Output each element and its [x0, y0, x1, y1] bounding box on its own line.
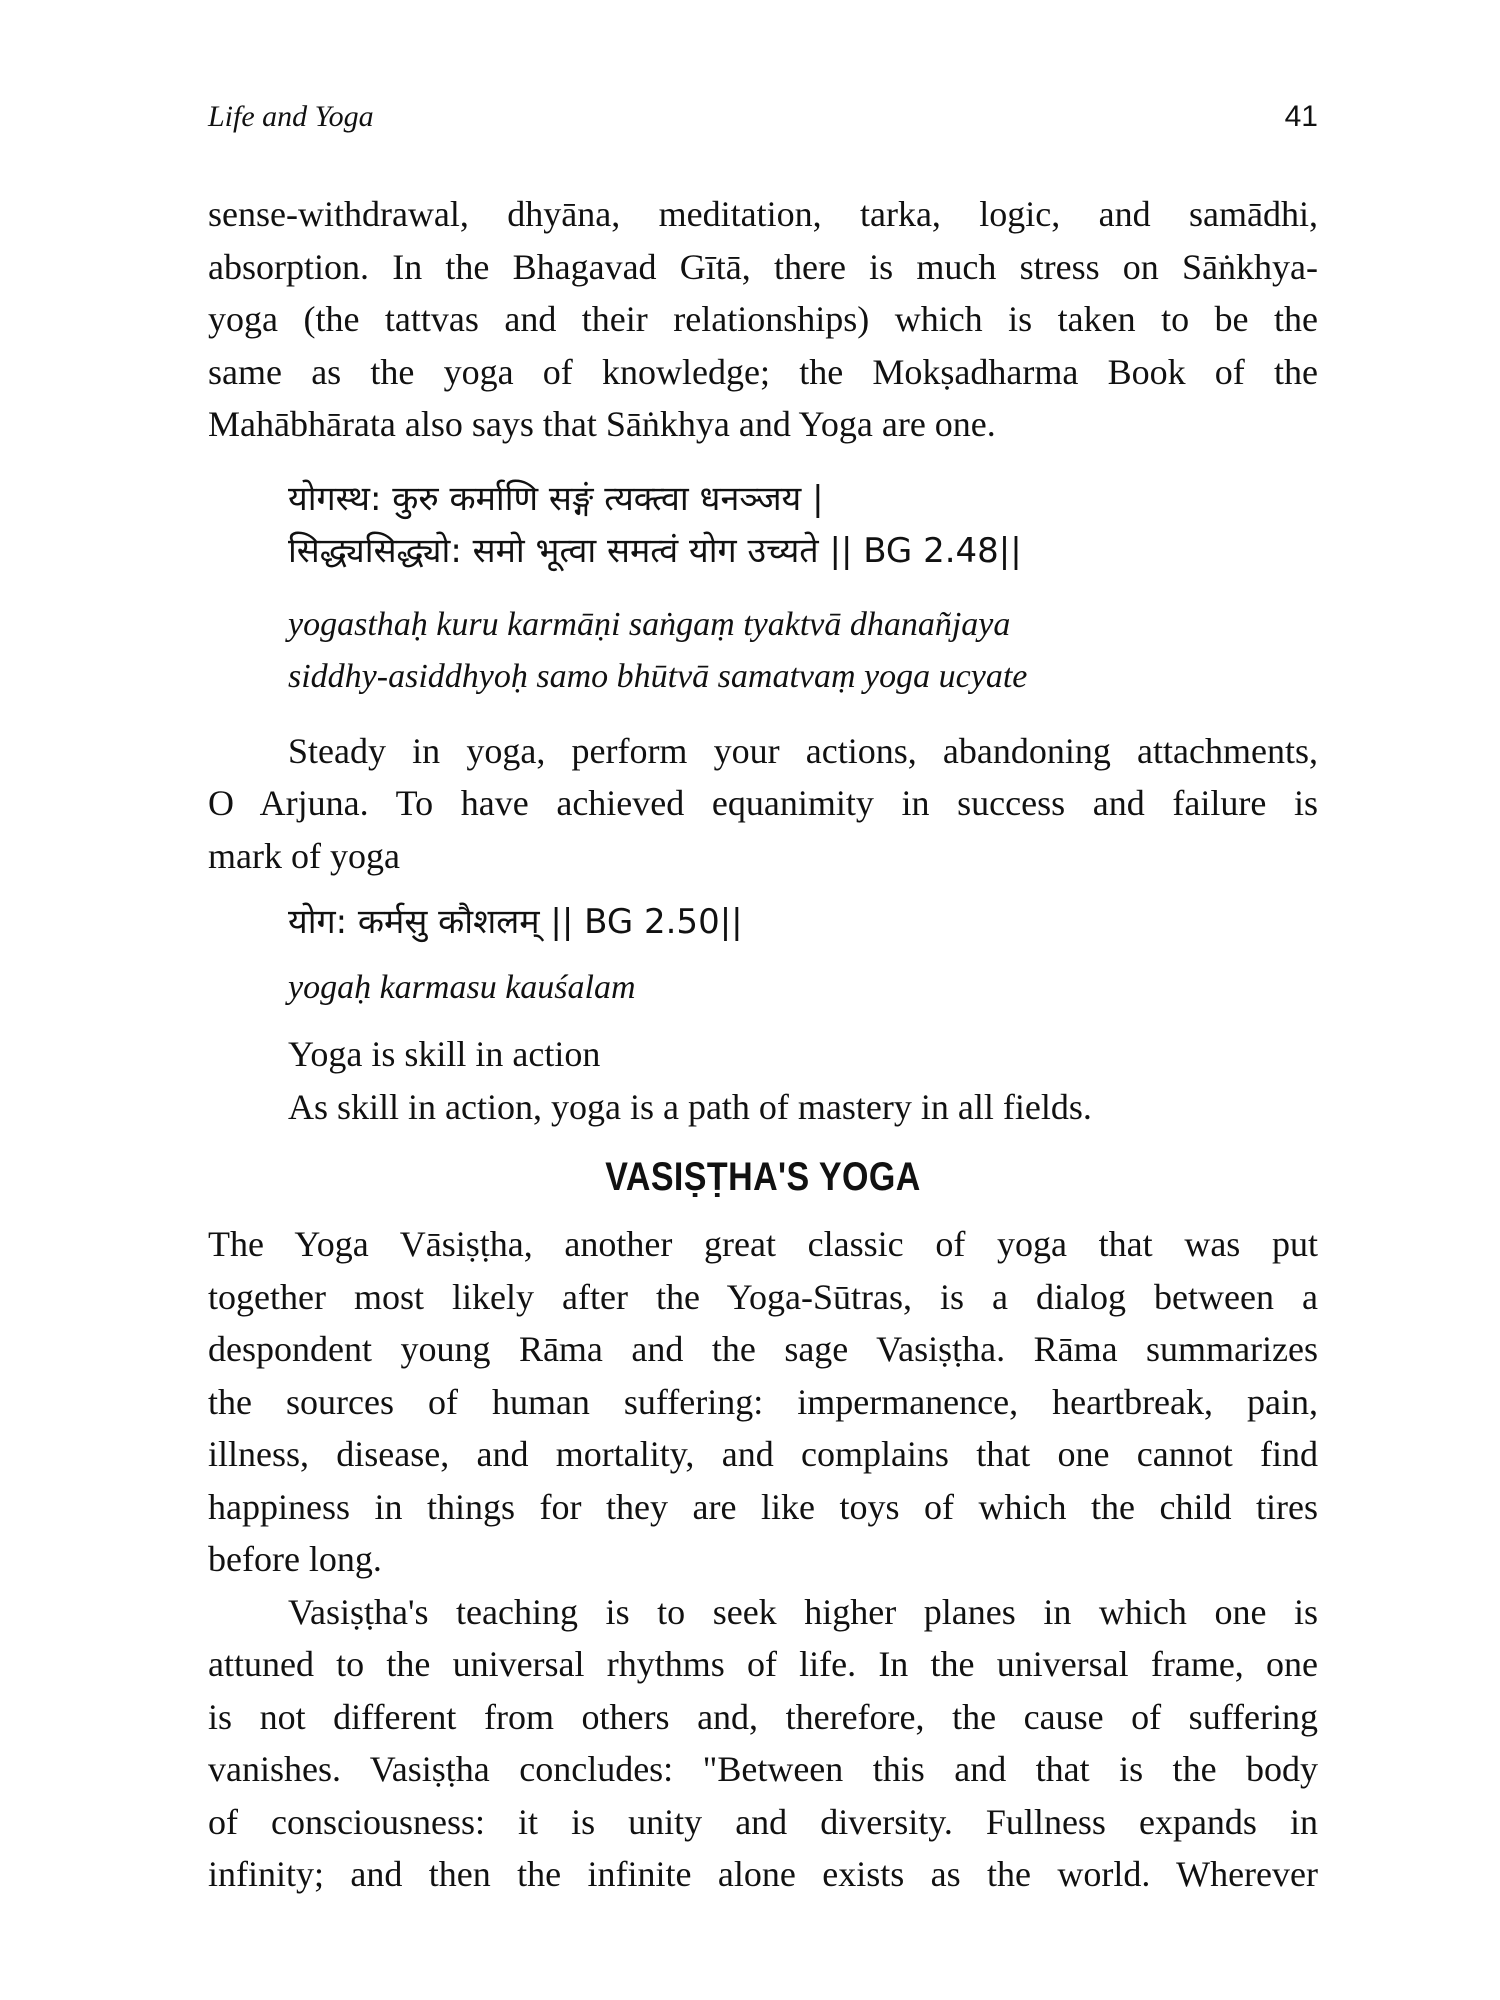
text-line: attuned to the universal rhythms of life. In the universal frame, one: [208, 1644, 1318, 1684]
page-number: 41: [1284, 100, 1318, 133]
text-line: Yoga is skill in action: [288, 1034, 601, 1074]
text-line: Vasiṣṭha's teaching is to seek higher planes in which one is: [288, 1591, 1318, 1632]
page-body: [208, 188, 1318, 1901]
text-line: Steady in yoga, perform your actions, abandoning attachments,: [288, 730, 1318, 771]
paragraph-vasistha-teaching: [208, 1586, 1318, 1901]
verse-line: योगस्थ: कुरु कर्माणि सङ्गं त्यक्त्वा धनञ्जय |: [288, 478, 824, 519]
text-line: happiness in things for they are like toys of which the child tires: [208, 1486, 1318, 1527]
running-head: [208, 100, 1318, 140]
text-line: is not different from others and, therefore, the cause of suffering: [208, 1696, 1318, 1737]
verse-devanagari-bg-2-48: [288, 473, 1318, 577]
verse-transliteration-bg-2-48: [288, 599, 1318, 703]
text-line: Mahābhārata also says that Sāṅkhya and Yoga are one.: [208, 404, 996, 444]
text-line: of consciousness: it is unity and diversity. Fullness expands in: [208, 1801, 1318, 1842]
verse-translation-bg-2-50: [288, 1028, 1318, 1133]
text-line: despondent young Rāma and the sage Vasiṣṭha. Rāma summarizes: [208, 1329, 1318, 1369]
verse-translation-bg-2-48: [208, 725, 1318, 883]
text-line: The Yoga Vāsiṣṭha, another great classic of yoga that was put: [208, 1224, 1318, 1264]
text-line: before long.: [208, 1539, 382, 1579]
text-line: yoga (the tattvas and their relationships) which is taken to be the: [208, 299, 1318, 339]
text-line: together most likely after the Yoga-Sūtras, is a dialog between a: [208, 1276, 1318, 1317]
text-line: infinity; and then the infinite alone exists as the world. Wherever: [208, 1854, 1318, 1894]
text-line: sense-withdrawal, dhyāna, meditation, tarka, logic, and samādhi,: [208, 194, 1318, 234]
paragraph-yoga-vasistha: [208, 1218, 1318, 1586]
verse-devanagari-bg-2-50: योग: कर्मसु कौशलम् || BG 2.50||: [288, 902, 743, 942]
text-line: same as the yoga of knowledge; the Mokṣadharma Book of the: [208, 351, 1318, 392]
text-line: vanishes. Vasiṣṭha concludes: "Between this and that is the body: [208, 1749, 1318, 1789]
text-line: absorption. In the Bhagavad Gītā, there is much stress on Sāṅkhya-: [208, 246, 1318, 287]
text-line: As skill in action, yoga is a path of mastery in all fields.: [288, 1086, 1092, 1127]
text-line: illness, disease, and mortality, and complains that one cannot find: [208, 1434, 1318, 1474]
translit-line: siddhy-asiddhyoḥ samo bhūtvā samatvaṃ yoga ucyate: [288, 657, 1028, 695]
translit-line: yogasthaḥ kuru karmāṇi saṅgaṃ tyaktvā dhanañjaya: [288, 605, 1011, 643]
verse-line: सिद्ध्यसिद्ध्यो: समो भूत्वा समत्वं योग उच्यते || BG 2.48||: [288, 530, 1022, 571]
text-line: the sources of human suffering: impermanence, heartbreak, pain,: [208, 1381, 1318, 1422]
text-line: mark of yoga: [208, 835, 400, 876]
verse-transliteration-bg-2-50: yogaḥ karmasu kauśalam: [288, 969, 636, 1006]
section-heading: VASIṢṬHA'S YOGA: [605, 1155, 921, 1199]
running-title: Life and Yoga: [208, 100, 374, 133]
text-line: O Arjuna. To have achieved equanimity in success and failure is: [208, 783, 1318, 823]
paragraph-intro: [208, 188, 1318, 451]
